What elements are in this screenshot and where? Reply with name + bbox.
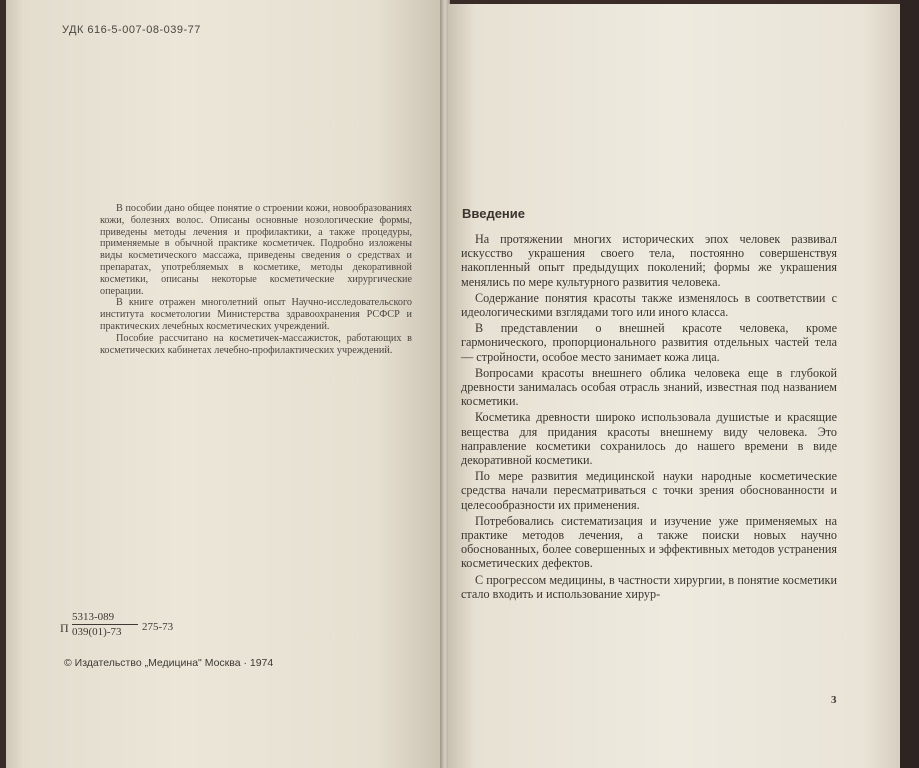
book-abstract <box>100 203 412 356</box>
body-paragraph: В представлении о внешней красоте человека, кроме гармонического, пропорционального развития отдельных частей тела — стройности, особое место занимает кожа лица. <box>461 321 837 364</box>
chapter-heading: Введение <box>462 206 525 221</box>
abstract-paragraph: В пособии дано общее понятие о строении кожи, новообразованиях кожи, болезнях волос. Описаны основные нозологические формы, приведены методы лечения и профилактики, а также процедуры, применяемые в обычной практике косметичек. Подробно изложены виды косметического массажа, приведены сведения о средствах и препаратах, употребляемых в косметике, методы декоративной косметики, описаны некоторые косметические хирургические операции. <box>100 203 412 297</box>
index-tail: 275-73 <box>142 621 174 633</box>
index-letter: П <box>60 621 69 635</box>
body-paragraph: По мере развития медицинской науки народные косметические средства начали пересматриваться с точки зрения обоснованности и целесообразности их применения. <box>461 469 837 512</box>
index-denominator: 039(01)-73 <box>72 626 122 638</box>
body-paragraph: На протяжении многих исторических эпох человек развивал искусство украшения своего тела, постоянно совершенствуя накопленный опыт предыдущих поколений; формы же украшения менялись по мере культурного развития человека. <box>461 232 837 289</box>
background-edge <box>900 0 919 768</box>
udk-code: УДК 616-5-007-08-039-77 <box>62 24 201 36</box>
index-numerator: 5313-089 <box>72 611 138 625</box>
abstract-paragraph: В книге отражен многолетний опыт Научно-исследовательского института косметологии Министерства здравоохранения РСФСР и практических лечебных косметических учреждений. <box>100 297 412 332</box>
abstract-paragraph: Пособие рассчитано на косметичек-массажисток, работающих в косметических кабинетах лечебно-профилактических учреждений. <box>100 332 412 356</box>
copyright-line: © Издательство „Медицина" Москва · 1974 <box>64 657 274 669</box>
left-page <box>6 0 442 768</box>
index-fraction <box>72 611 138 638</box>
body-paragraph: Содержание понятия красоты также изменялось в соответствии с идеологическими взглядами того или иного класса. <box>461 290 837 320</box>
body-paragraph: Косметика древности широко использовала душистые и красящие вещества для придания красоты внешнему виду человека. Это направление косметики сохранилось до нашего времени в виде декоративной косметики. <box>461 410 837 468</box>
body-paragraph: Потребовались систематизация и изучение уже применяемых на практике методов лечения, а также поиски новых научно обоснованных, более совершенных и эффективных методов устранения косметических дефектов. <box>461 513 837 571</box>
body-paragraph: Вопросами красоты внешнего облика человека еще в глубокой древности занималась особая отрасль знаний, известная под названием косметики. <box>461 365 837 409</box>
body-paragraph: С прогрессом медицины, в частности хирургии, в понятие косметики стало входить и использование хирур- <box>461 572 837 601</box>
page-number: 3 <box>831 694 837 706</box>
chapter-body <box>461 232 837 603</box>
